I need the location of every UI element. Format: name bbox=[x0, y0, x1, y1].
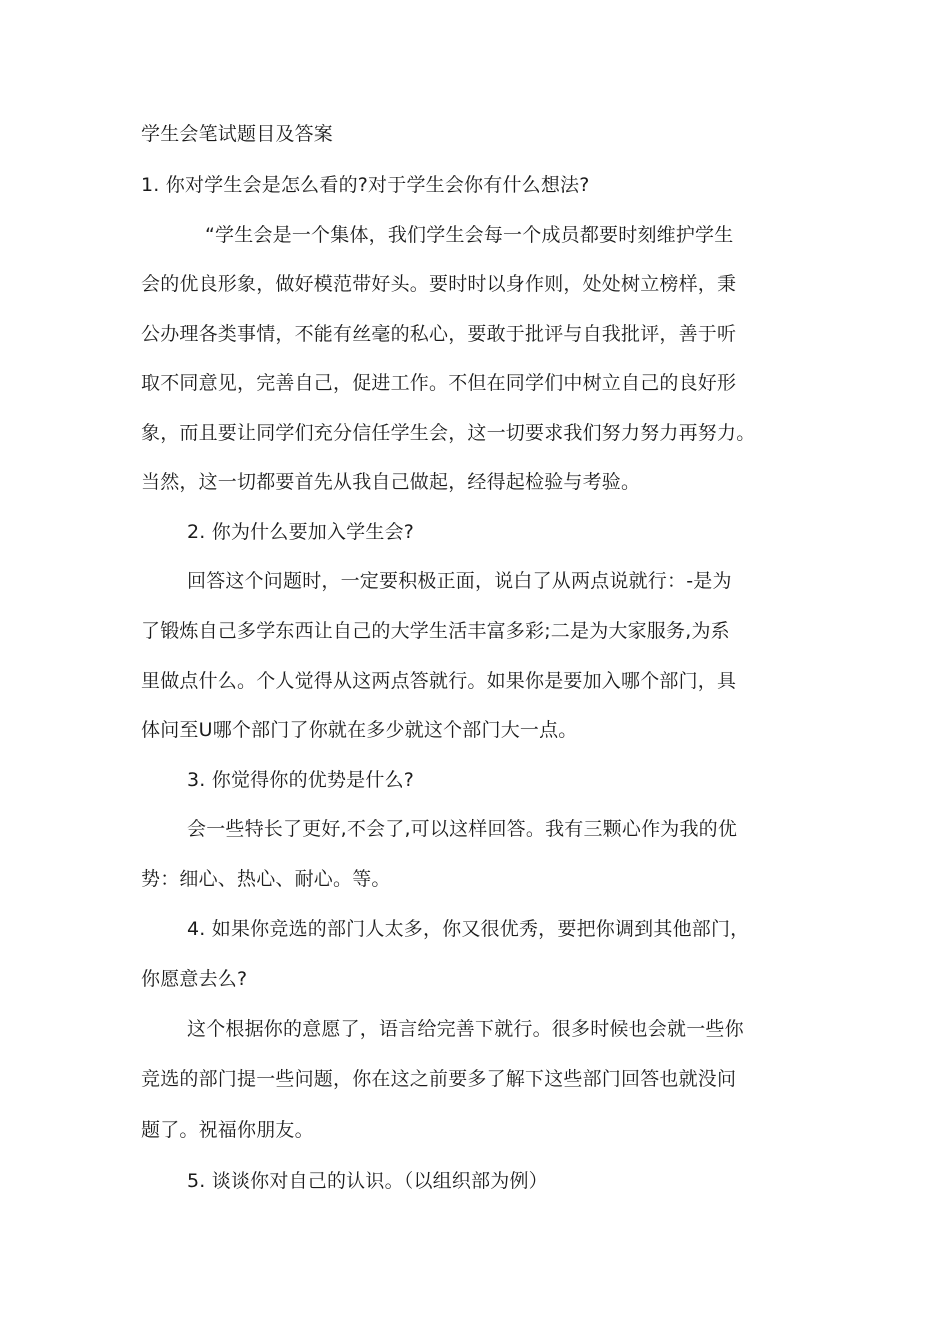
question-5: 5. 谈谈你对自己的认识。（以组织部为例） bbox=[187, 1170, 548, 1192]
question-3: 3. 你觉得你的优势是什么? bbox=[187, 769, 415, 791]
answer-3-line: 会一些特长了更好,不会了,可以这样回答。我有三颗心作为我的优 bbox=[187, 818, 738, 840]
answer-4-line: 题了。祝福你朋友。 bbox=[141, 1119, 314, 1141]
question-2: 2. 你为什么要加入学生会? bbox=[187, 521, 415, 543]
answer-3-line: 势：细心、热心、耐心。等。 bbox=[141, 868, 391, 890]
answer-1-line: 公办理各类事情，不能有丝毫的私心，要敢于批评与自我批评，善于听 bbox=[141, 323, 737, 345]
answer-4-line: 这个根据你的意愿了，语言给完善下就行。很多时候也会就一些你 bbox=[187, 1018, 744, 1040]
question-4-line: 4. 如果你竞选的部门人太多，你又很优秀，要把你调到其他部门， bbox=[187, 918, 750, 940]
answer-2-line: 了锻炼自己多学东西让自己的大学生活丰富多彩;二是为大家服务,为系 bbox=[141, 620, 730, 642]
answer-1-line: 会的优良形象，做好模范带好头。要时时以身作则，处处树立榜样，秉 bbox=[141, 273, 737, 295]
answer-2-line: 体问至U哪个部门了你就在多少就这个部门大一点。 bbox=[141, 719, 578, 741]
answer-2-line: 里做点什么。个人觉得从这两点答就行。如果你是要加入哪个部门，具 bbox=[141, 670, 737, 692]
answer-1-line: 象，而且要让同学们充分信任学生会，这一切要求我们努力努力再努力。 bbox=[141, 422, 756, 444]
answer-2-line: 回答这个问题时，一定要积极正面，说白了从两点说就行：-是为 bbox=[187, 570, 732, 592]
document-title: 学生会笔试题目及答案 bbox=[141, 123, 334, 145]
answer-4-line: 竞选的部门提一些问题，你在这之前要多了解下这些部门回答也就没问 bbox=[141, 1068, 737, 1090]
question-4-line: 你愿意去么? bbox=[141, 968, 248, 990]
answer-1-line: 当然，这一切都要首先从我自己做起，经得起检验与考验。 bbox=[141, 471, 641, 493]
question-1: 1. 你对学生会是怎么看的?对于学生会你有什么想法? bbox=[141, 174, 590, 196]
answer-1-line: 取不同意见，完善自己，促进工作。不但在同学们中树立自己的良好形 bbox=[141, 372, 737, 394]
answer-1-line: “学生会是一个集体，我们学生会每一个成员都要时刻维护学生 bbox=[205, 224, 734, 246]
